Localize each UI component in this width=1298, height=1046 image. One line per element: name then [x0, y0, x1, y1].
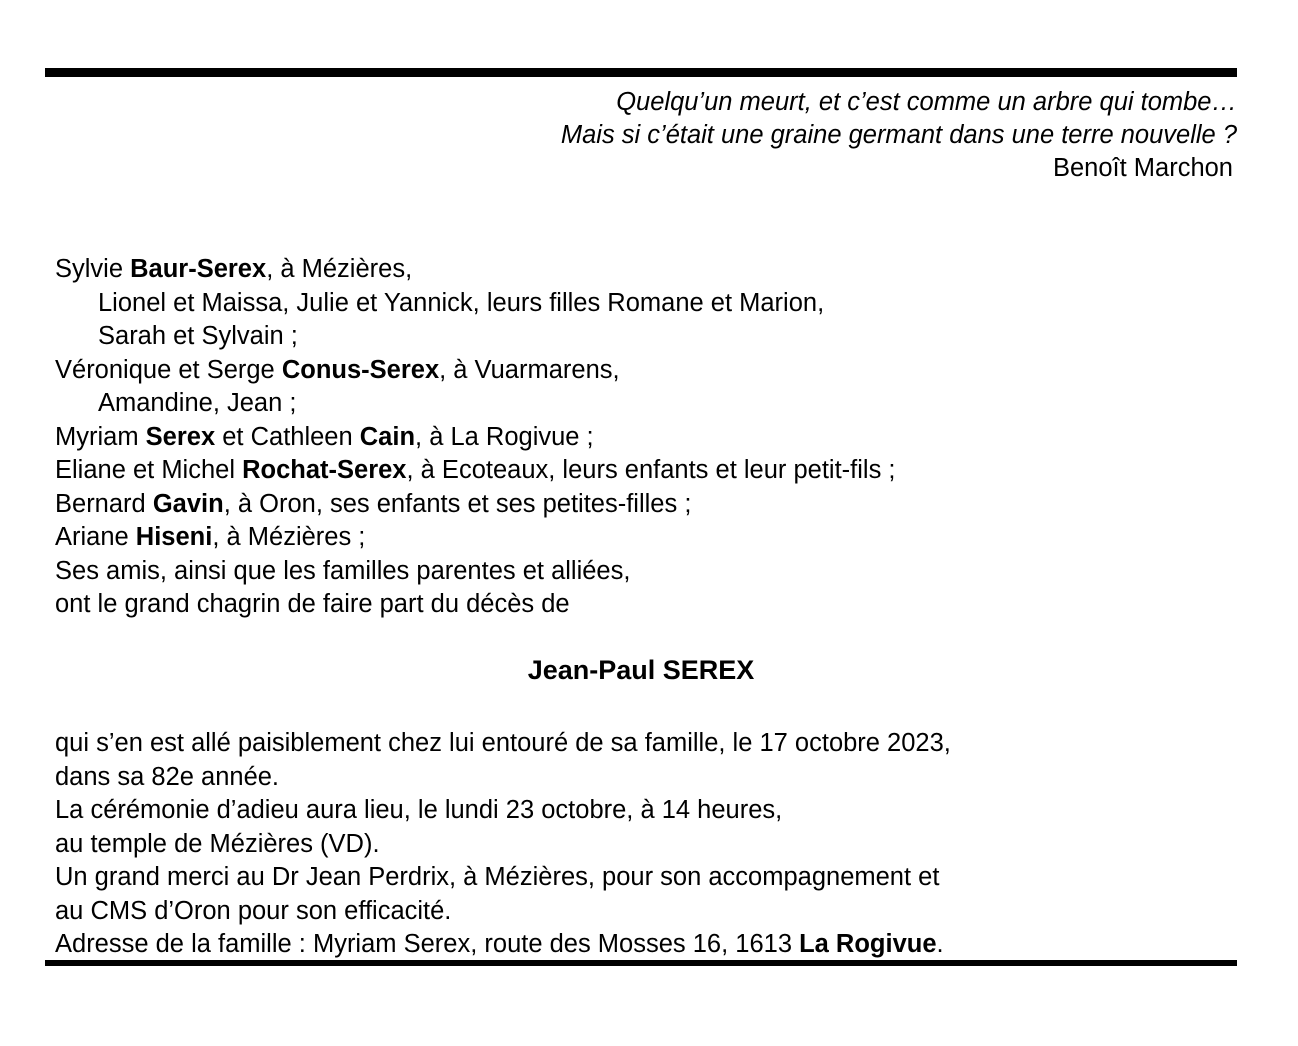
family-emphasis: Rochat-Serex	[242, 456, 407, 484]
family-line	[55, 588, 1235, 622]
family-text: Sarah et Sylvain ;	[98, 322, 298, 350]
family-emphasis: Cain	[359, 422, 416, 451]
details-line	[55, 895, 1255, 929]
details-text: qui s’en est allé paisiblement chez lui entouré de sa famille, le 17 octobre 2023,	[55, 729, 951, 757]
family-text: Ariane	[55, 523, 136, 551]
family-text: , à Vuarmarens,	[439, 355, 620, 384]
details-line	[55, 727, 1255, 761]
family-text: Véronique et Serge	[55, 355, 282, 384]
family-text: et Cathleen	[215, 422, 360, 451]
family-text: , à La Rogivue ;	[415, 422, 594, 451]
epigraph-line-1: Quelqu’un meurt, et c’est comme un arbre qui tombe…	[616, 88, 1237, 116]
epigraph-block	[45, 86, 1237, 185]
family-list	[55, 253, 1235, 622]
family-text: ont le grand chagrin de faire part du décès de	[55, 590, 570, 618]
family-line	[55, 421, 1235, 455]
family-emphasis: Conus-Serex	[281, 355, 440, 384]
family-line	[55, 253, 1235, 287]
family-emphasis: Hiseni	[135, 523, 213, 551]
family-emphasis: Serex	[145, 422, 216, 451]
details-text: Adresse de la famille : Myriam Serex, route des Mosses 16, 1613	[55, 930, 800, 958]
family-text: Sylvie	[55, 255, 131, 283]
details-text: dans sa 82e année.	[55, 762, 280, 791]
family-text: Ses amis, ainsi que les familles parentes et alliées,	[55, 556, 631, 585]
details-line	[55, 794, 1255, 828]
details-text: au temple de Mézières (VD).	[55, 829, 380, 858]
family-line	[55, 488, 1235, 522]
family-line	[55, 521, 1235, 555]
family-line	[55, 555, 1235, 589]
details-emphasis: La Rogivue	[799, 930, 937, 958]
family-text: Eliane et Michel	[55, 456, 243, 484]
family-text: , à Mézières ;	[212, 523, 366, 551]
bottom-divider-rule	[45, 960, 1237, 966]
details-text: .	[936, 930, 944, 958]
family-line	[55, 287, 1235, 321]
epigraph-author: Benoît Marchon	[1052, 154, 1233, 182]
family-line	[55, 354, 1235, 388]
family-text: Lionel et Maissa, Julie et Yannick, leurs filles Romane et Marion,	[98, 288, 825, 317]
details-block	[55, 727, 1255, 962]
details-text: La cérémonie d’adieu aura lieu, le lundi 23 octobre, à 14 heures,	[55, 796, 783, 824]
family-emphasis: Gavin	[152, 489, 224, 518]
epigraph-line-2: Mais si c’était une graine germant dans une terre nouvelle ?	[560, 121, 1237, 149]
details-text: au CMS d’Oron pour son efficacité.	[55, 896, 452, 925]
details-text: Un grand merci au Dr Jean Perdrix, à Mézières, pour son accompagnement et	[55, 863, 940, 891]
family-text: Amandine, Jean ;	[98, 389, 297, 417]
family-text: , à Ecoteaux, leurs enfants et leur petit-fils ;	[406, 456, 896, 484]
family-line	[55, 454, 1235, 488]
family-emphasis: Baur-Serex	[130, 255, 267, 283]
family-text: , à Mézières,	[266, 255, 413, 283]
details-line	[55, 928, 1255, 962]
family-text: , à Oron, ses enfants et ses petites-filles ;	[223, 489, 692, 518]
details-line	[55, 828, 1255, 862]
family-text: Myriam	[55, 422, 146, 451]
details-line	[55, 861, 1255, 895]
details-line	[55, 761, 1255, 795]
family-line	[55, 387, 1235, 421]
deceased-name: Jean-Paul SEREX	[527, 655, 755, 685]
family-line	[55, 320, 1235, 354]
top-divider-rule	[45, 68, 1237, 77]
family-text: Bernard	[55, 489, 153, 518]
